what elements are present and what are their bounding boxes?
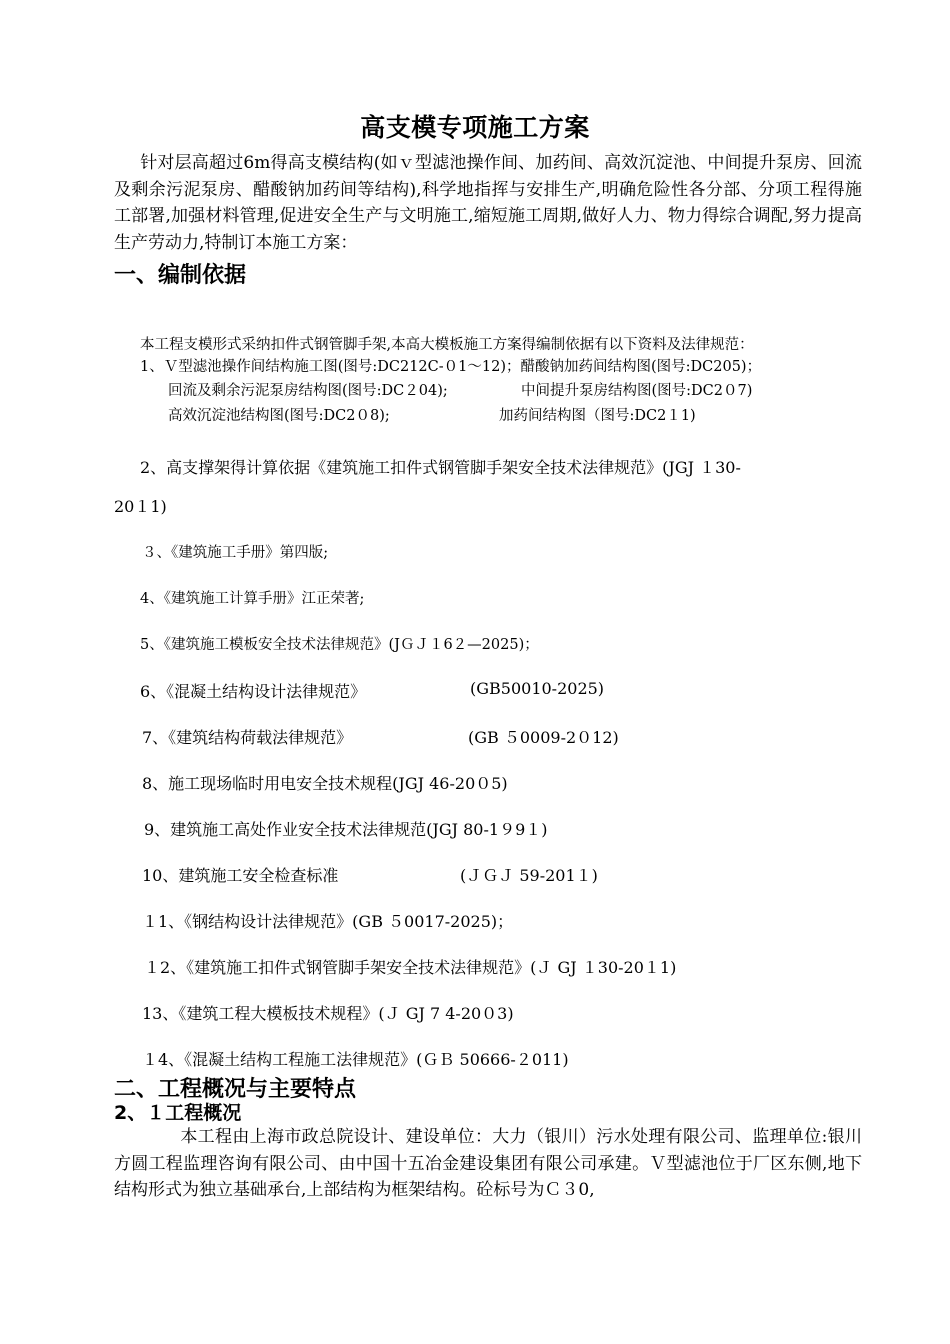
- basis-item-7-code: (GB ５0009-2０12): [468, 728, 619, 747]
- section-1-heading: 一、编制依据: [114, 263, 247, 288]
- project-overview-text: 本工程由上海市政总院设计、建设单位：大力（银川）污水处理有限公司、监理单位:银川方圆工程监理咨询有限公司、由中国十五冶金建设集团有限公司承建。Ｖ型滤池位于厂区东侧,地下结构形式为独立基础承台,上部结构为框架结构。砼标号为Ｃ３0,: [114, 1127, 862, 1200]
- basis-item-11: １1、《钢结构设计法律规范》(GB ５0017-2025)；: [142, 912, 514, 931]
- basis-item-6-code: (GB50010-2025): [470, 679, 605, 698]
- section-2-1-heading: 2、１工程概况: [114, 1102, 242, 1124]
- basis-item-6-name: 6、《混凝土结构设计法律规范》: [140, 682, 367, 701]
- basis-item-9: 9、建筑施工高处作业安全技术法律规范(JGJ 80-1９9１): [144, 820, 548, 839]
- basis-item-2-line-2: 20１1): [114, 497, 167, 516]
- basis-item-12: １2、《建筑施工扣件式钢管脚手架安全技术法律规范》(Ｊ GJ １30-20１1): [144, 958, 677, 977]
- basis-item-1-line-2a: 回流及剩余污泥泵房结构图(图号:DC２04);: [168, 383, 448, 399]
- basis-item-1-line-2b: 中间提升泵房结构图(图号:DC2０7): [521, 383, 753, 399]
- document-title: 高支模专项施工方案: [360, 113, 590, 142]
- basis-item-1-line-3b: 加药间结构图（图号:DC2１1): [499, 408, 696, 424]
- basis-item-10-code: (ＪＧＪ 59-201１): [460, 866, 598, 885]
- basis-item-8: 8、施工现场临时用电安全技术规程(JGJ 46-20０5): [142, 774, 508, 793]
- section-2-heading: 二、工程概况与主要特点: [114, 1077, 357, 1102]
- intro-text: 针对层高超过6m得高支模结构(如ｖ型滤池操作间、加药间、高效沉淀池、中间提升泵房、回流及剩余污泥泵房、醋酸钠加药间等结构),科学地指挥与安排生产,明确危险性各分部、分项工程得施工部署,加强材料管理,促进安全生产与文明施工,缩短施工周期,做好人力、物力得综合调配,努力提高生产劳动力,特制订本施工方案：: [114, 153, 862, 253]
- basis-item-5: 5、《建筑施工模板安全技术法律规范》(JＧＪ１6２—2025)；: [140, 637, 539, 653]
- basis-item-10-name: 10、建筑施工安全检查标准: [142, 866, 339, 885]
- basis-item-2-line-1: 2、高支撑架得计算依据《建筑施工扣件式钢管脚手架安全技术法律规范》(JGJ １30-: [140, 458, 741, 477]
- basis-item-14: １4、《混凝土结构工程施工法律规范》(ＧＢ 50666-２011): [142, 1050, 569, 1069]
- basis-item-1-line-3a: 高效沉淀池结构图(图号:DC2０8);: [168, 408, 390, 424]
- basis-lead: 本工程支模形式采纳扣件式钢管脚手架,本高大模板施工方案得编制依据有以下资料及法律规范：: [140, 337, 754, 353]
- project-overview-paragraph: [114, 1124, 862, 1204]
- basis-item-13: 13、《建筑工程大模板技术规程》(Ｊ GJ 7 4-20０3): [142, 1004, 514, 1023]
- intro-paragraph: [114, 150, 862, 256]
- basis-item-7-name: 7、《建筑结构荷载法律规范》: [142, 728, 353, 747]
- basis-item-1-line-1: 1、Ｖ型滤池操作间结构施工图(图号:DC212C-０1～12)；醋酸钠加药间结构图(图号:DC205)；: [140, 359, 762, 375]
- basis-item-3: ３、《建筑施工手册》第四版;: [142, 545, 329, 561]
- basis-item-4: 4、《建筑施工计算手册》江正荣著;: [140, 591, 365, 607]
